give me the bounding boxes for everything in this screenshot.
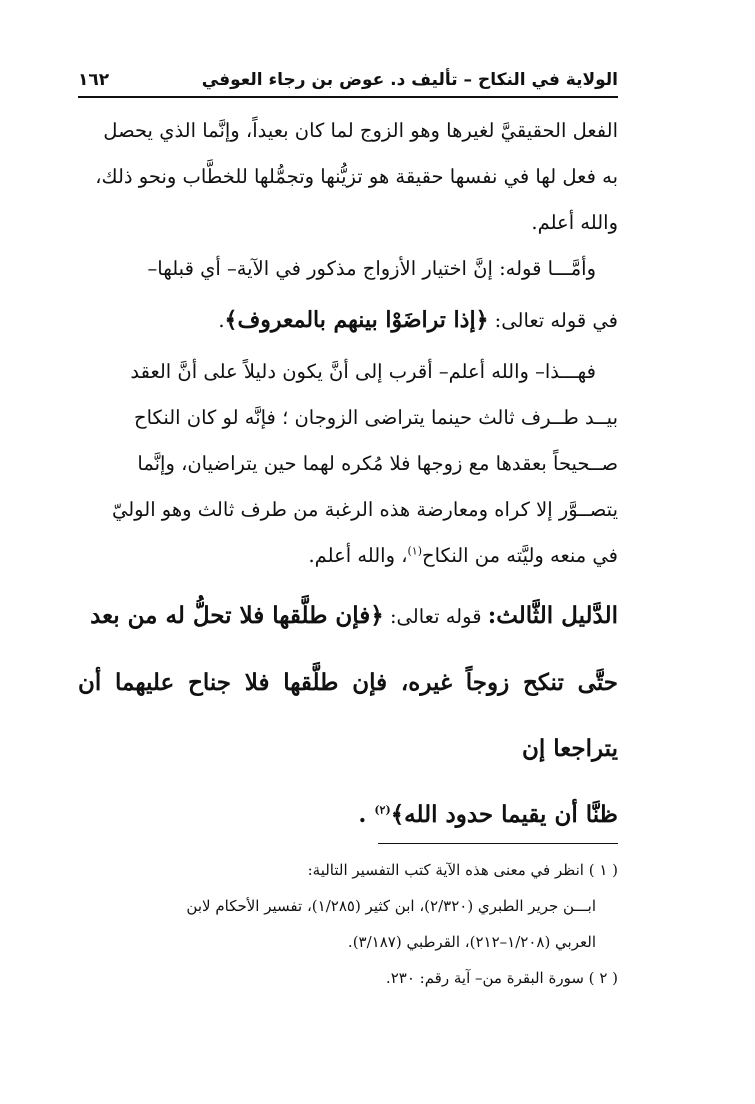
footnotes — [78, 852, 618, 996]
quran-verse: ظنَّا أن يقيما حدود الله﴾ — [390, 801, 618, 828]
footnote-divider — [378, 843, 618, 844]
page — [78, 70, 618, 848]
text-fragment: . — [358, 801, 375, 828]
text-line — [78, 782, 618, 848]
quran-verse-line: حتَّى تنكح زوجاً غيره، فإن طلَّقها فلا جناح عليهما أن يتراجعا إن — [78, 669, 618, 762]
text-line: يتصــوَّر إلا كراه ومعارضة هذه الرغبة من طرف ثالث وهو الوليّ — [111, 498, 618, 521]
text-line: به فعل لها في نفسها حقيقة هو تزيُّنها وتجمُّلها للخطَّاب ونحو ذلك، — [95, 165, 618, 188]
text-line: بيــد طــرف ثالث حينما يتراضى الزوجان ؛ فإنَّه لو كان النكاح — [134, 406, 618, 429]
text-line: الفعل الحقيقيَّ لغيرها وهو الزوج لما كان بعيداً، وإنَّما الذي يحصل — [103, 119, 618, 142]
footnote-line: ابـــن جرير الطبري (٢/٣٢٠)، ابن كثير (١/٢٨٥)، تفسير الأحكام لابن — [186, 897, 596, 915]
main-text — [78, 108, 618, 848]
quran-verse: ﴿إذا تراضَوْا بينهم بالمعروف﴾ — [224, 307, 489, 333]
text-line — [78, 533, 618, 579]
text-line: والله أعلم. — [531, 211, 618, 234]
header-title: الولاية في النكاح – تأليف د. عوض بن رجاء العوفي — [201, 70, 618, 90]
text-fragment: في منعه وليَّته من النكاح — [422, 544, 618, 567]
text-line: صــحيحاً بعقدها مع زوجها فلا مُكره لهما حين يتراضيان، وإنَّما — [137, 452, 618, 475]
quran-verse: ﴿فإن طلَّقها فلا تحلُّ له من بعد — [90, 602, 384, 629]
text-line — [78, 583, 618, 650]
footnote-line: ( ١ ) انظر في معنى هذه الآية كتب التفسير التالية: — [307, 861, 618, 879]
text-fragment: قوله تعالى: — [383, 605, 488, 628]
text-line: وأمَّـــا قوله: إنَّ اختيار الأزواج مذكور في الآية– أي قبلها– — [147, 257, 596, 280]
text-line: فهـــذا– والله أعلم– أقرب إلى أنَّ يكون دليلاً على أنَّ العقد — [130, 360, 596, 383]
page-number: ١٦٢ — [78, 70, 110, 90]
evidence-block — [78, 583, 618, 848]
footnote-line: العربي (١/٢٠٨–٢١٢)، القرطبي (٣/١٨٧). — [347, 933, 596, 951]
text-fragment: في قوله تعالى: — [488, 309, 618, 332]
footnote-ref: (٢) — [374, 803, 391, 817]
text-line — [78, 292, 618, 349]
text-fragment: . — [218, 309, 225, 332]
text-fragment: ، والله أعلم. — [308, 544, 408, 567]
footnote-line: ( ٢ ) سورة البقرة من– آية رقم: ٢٣٠. — [385, 969, 618, 987]
running-header — [78, 70, 618, 98]
footnote-ref: (١) — [407, 544, 423, 558]
evidence-heading: الدَّليل الثَّالث: — [487, 602, 618, 629]
